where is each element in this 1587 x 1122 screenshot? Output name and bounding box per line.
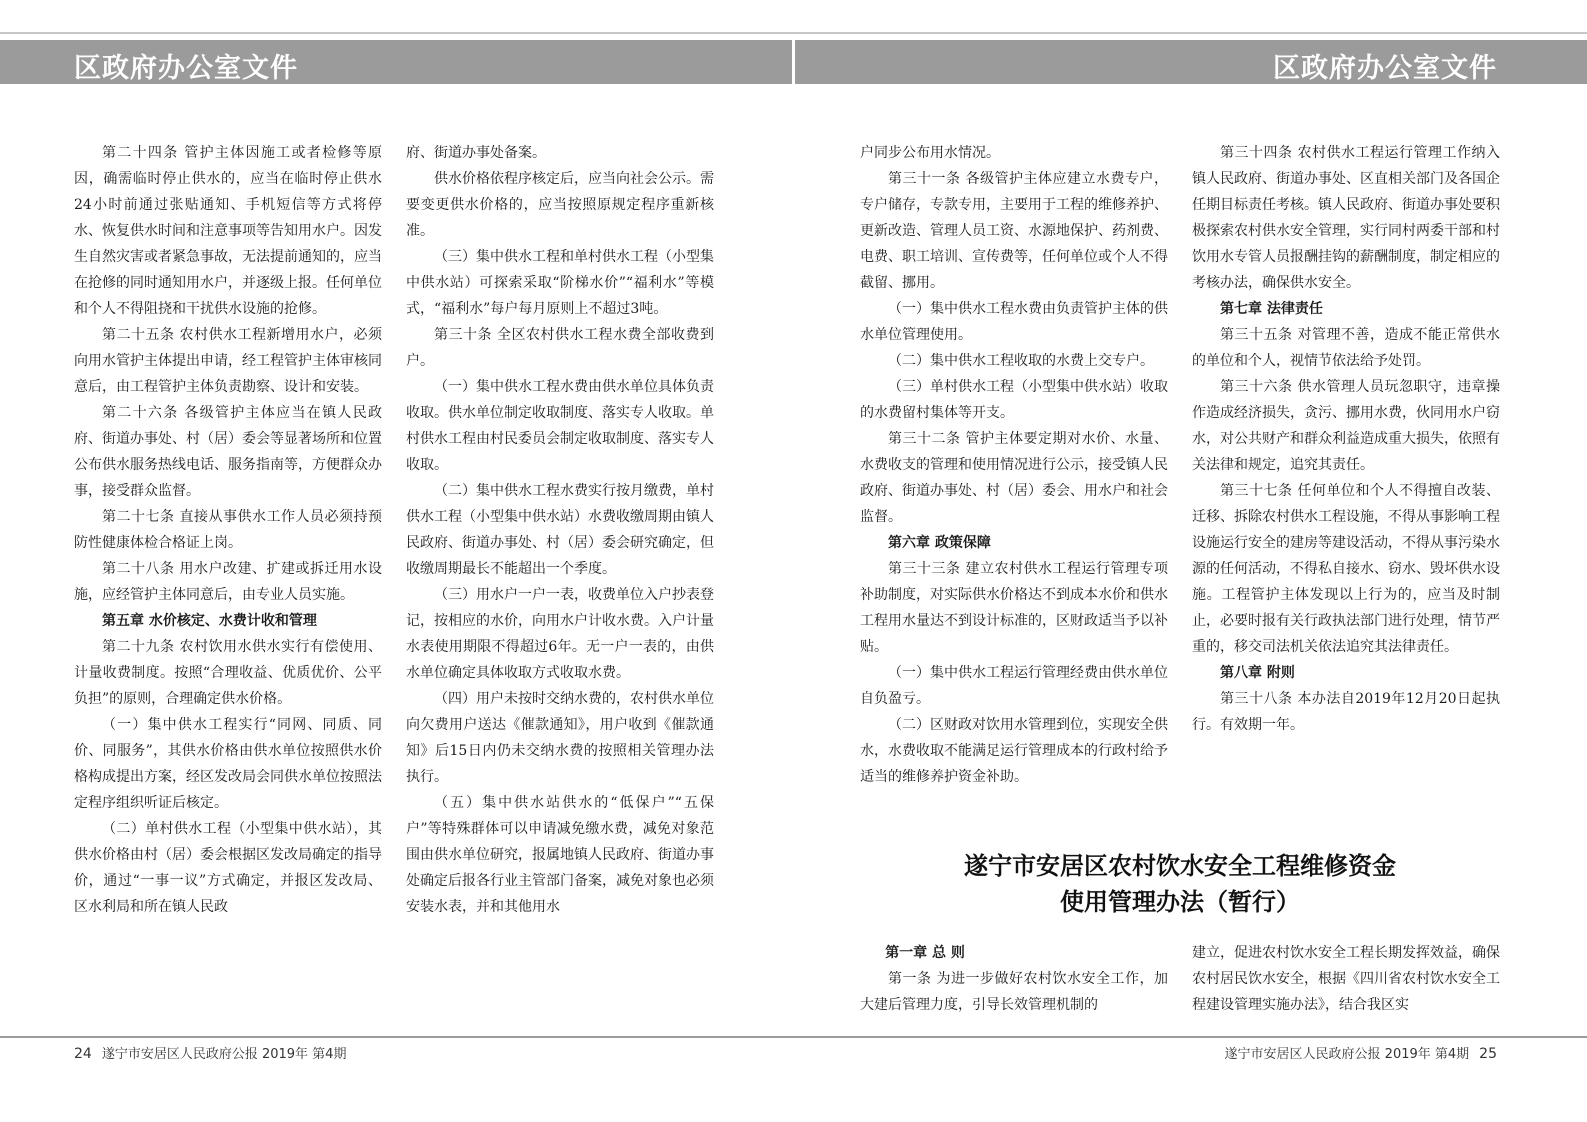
paragraph: 第二十五条 农村供水工程新增用水户，必须向用水管护主体提出申请，经工程管护主体审核同意后，由工程管护主体负责勘察、设计和安装。 <box>74 327 382 395</box>
footer-left <box>74 1043 346 1062</box>
header-title-left: 区政府办公室文件 <box>74 53 298 84</box>
header-band-left <box>0 40 792 84</box>
paragraph: （一）集中供水工程水费由供水单位具体负责收取。供水单位制定收取制度、落实专人收取。单村供水工程由村民委员会制定收取制度、落实专人收取。 <box>406 379 714 473</box>
text-column <box>1192 140 1500 738</box>
paragraph: （一）集中供水工程实行“同网、同质、同价、同服务”，其供水价格由供水单位按照供水价格构成提出方案，经区发改局会同供水单位按照法定程序组织听证后核定。 <box>74 717 382 811</box>
paragraph: 第三十三条 建立农村供水工程运行管理专项补助制度，对实际供水价格达不到成本水价和供水工程用水量达不到设计标准的，区财政适当予以补贴。 <box>860 561 1168 655</box>
paragraph: （二）集中供水工程收取的水费上交专户。 <box>888 353 1154 369</box>
paragraph: （二）区财政对饮用水管理到位，实现安全供水，水费收取不能满足运行管理成本的行政村给予适当的维修养护资金补助。 <box>860 717 1168 785</box>
paragraph: 第三十五条 对管理不善，造成不能正常供水的单位和个人，视情节依法给予处罚。 <box>1192 327 1500 369</box>
paragraph: （四）用户未按时交纳水费的，农村供水单位向欠费用户送达《催款通知》，用户收到《催款通知》后15日内仍未交纳水费的按照相关管理办法执行。 <box>406 691 714 785</box>
paragraph: （三）集中供水工程和单村供水工程（小型集中供水站）可探索采取“阶梯水价”“福利水”等模式，“福利水”每户每月原则上不超过3吨。 <box>406 249 714 317</box>
paragraph: 建立，促进农村饮水安全工程长期发挥效益，确保农村居民饮水安全，根据《四川省农村饮水安全工程建设管理实施办法》，结合我区实 <box>1192 945 1500 1013</box>
text-column <box>406 140 714 920</box>
text-column <box>1192 940 1500 1018</box>
paragraph: 第三十二条 管护主体要定期对水价、水量、水费收支的管理和使用情况进行公示，接受镇人民政府、街道办事处、村（居）委会、用水户和社会监督。 <box>860 431 1168 525</box>
paragraph: （二）集中供水工程水费实行按月缴费，单村供水工程（小型集中供水站）水费收缴周期由镇人民政府、街道办事处、村（居）委会研究确定，但收缴周期最长不能超出一个季度。 <box>406 483 714 577</box>
page-number: 25 <box>1479 1046 1497 1062</box>
paragraph: 第二十六条 各级管护主体应当在镇人民政府、街道办事处、村（居）委会等显著场所和位置公布供水服务热线电话、服务指南等，方便群众办事，接受群众监督。 <box>74 405 382 499</box>
text-column <box>860 940 1168 1018</box>
paragraph: 第三十七条 任何单位和个人不得擅自改装、迁移、拆除农村供水工程设施，不得从事影响工程设施运行安全的建房等建设活动，不得从事污染水源的任何活动，不得私自接水、窃水、毁坏供水设施。工程管护主体发现以上行为的，应当及时制止，必要时报有关行政执法部门进行处理，情节严重的，移交司法机关依法追究其法律责任。 <box>1192 483 1500 655</box>
paragraph: （二）单村供水工程（小型集中供水站），其供水价格由村（居）委会根据区发改局确定的指导价，通过“一事一议”方式确定，并报区发改局、区水利局和所在镇人民政 <box>74 821 382 915</box>
publication-name: 遂宁市安居区人民政府公报 2019年 第4期 <box>101 1047 347 1062</box>
paragraph: （一）集中供水工程水费由负责管护主体的供水单位管理使用。 <box>860 301 1168 343</box>
paragraph: 第二十九条 农村饮用水供水实行有偿使用、计量收费制度。按照“合理收益、优质优价、公平负担”的原则，合理确定供水价格。 <box>74 639 382 707</box>
footer-right <box>1225 1043 1497 1062</box>
paragraph: 第三十一条 各级管护主体应建立水费专户，专户储存，专款专用，主要用于工程的维修养护、更新改造、管理人员工资、水源地保护、药剂费、电费、职工培训、宣传费等，任何单位或个人不得截留、挪用。 <box>860 171 1168 291</box>
chapter-heading: 第五章 水价核定、水费计收和管理 <box>102 613 317 629</box>
document-title <box>860 848 1500 920</box>
paragraph: 第三十条 全区农村供水工程水费全部收费到户。 <box>406 327 714 369</box>
document-title-line: 使用管理办法（暂行） <box>1060 888 1300 916</box>
chapter-heading: 第七章 法律责任 <box>1220 301 1323 317</box>
chapter-heading: 第六章 政策保障 <box>888 535 991 551</box>
chapter-heading: 第八章 附则 <box>1220 665 1295 681</box>
text-column <box>74 140 382 920</box>
paragraph: 第一条 为进一步做好农村饮水安全工作，加大建后管理力度，引导长效管理机制的 <box>860 971 1168 1013</box>
header-title-right: 区政府办公室文件 <box>1273 53 1497 84</box>
paragraph: 第二十四条 管护主体因施工或者检修等原因，确需临时停止供水的，应当在临时停止供水24小时前通过张贴通知、手机短信等方式将停水、恢复供水时间和注意事项等告知用水户。因发生自然灾害或者紧急事故，无法提前通知的，应当在抢修的同时通知用水户，并逐级上报。任何单位和个人不得阻挠和干扰供水设施的抢修。 <box>74 145 382 317</box>
paragraph: 第二十八条 用水户改建、扩建或拆迁用水设施，应经管护主体同意后，由专业人员实施。 <box>74 561 382 603</box>
publication-name: 遂宁市安居区人民政府公报 2019年 第4期 <box>1224 1047 1470 1062</box>
header-band-right <box>795 40 1587 84</box>
paragraph: 第三十六条 供水管理人员玩忽职守，违章操作造成经济损失，贪污、挪用水费，伙同用水户窃水，对公共财产和群众利益造成重大损失，依照有关法律和规定，追究其责任。 <box>1192 379 1500 473</box>
paragraph: （一）集中供水工程运行管理经费由供水单位自负盈亏。 <box>860 665 1168 707</box>
text-column <box>860 140 1168 790</box>
paragraph: 第二十七条 直接从事供水工作人员必须持预防性健康体检合格证上岗。 <box>74 509 382 551</box>
document-title-line: 遂宁市安居区农村饮水安全工程维修资金 <box>964 852 1396 880</box>
paragraph: （五）集中供水站供水的“低保户”“五保户”等特殊群体可以申请减免缴水费，减免对象范围由供水单位研究，报属地镇人民政府、街道办事处确定后报各行业主管部门备案，减免对象也必须安装水表，并和其他用水 <box>406 795 714 915</box>
paragraph: 供水价格依程序核定后，应当向社会公示。需要变更供水价格的，应当按照原规定程序重新核准。 <box>406 171 714 239</box>
paragraph: （三）单村供水工程（小型集中供水站）收取的水费留村集体等开支。 <box>860 379 1168 421</box>
paragraph: 府、街道办事处备案。 <box>406 145 546 161</box>
top-rule <box>0 32 1587 34</box>
paragraph: 第三十八条 本办法自2019年12月20日起执行。有效期一年。 <box>1192 691 1500 733</box>
page-number: 24 <box>74 1046 92 1062</box>
paragraph: 户同步公布用水情况。 <box>860 145 1000 161</box>
paragraph: 第三十四条 农村供水工程运行管理工作纳入镇人民政府、街道办事处、区直相关部门及各国企任期目标责任考核。镇人民政府、街道办事处要积极探索农村供水安全管理，实行同村两委干部和村饮用水专管人员报酬挂钩的薪酬制度，制定相应的考核办法，确保供水安全。 <box>1192 145 1500 291</box>
chapter-heading: 第一章 总 则 <box>885 945 965 961</box>
paragraph: （三）用水户一户一表，收费单位入户抄表登记，按相应的水价，向用水户计收水费。入户计量水表使用期限不得超过6年。无一户一表的，由供水单位确定具体收取方式收取水费。 <box>406 587 714 681</box>
bottom-rule <box>0 1036 1587 1038</box>
